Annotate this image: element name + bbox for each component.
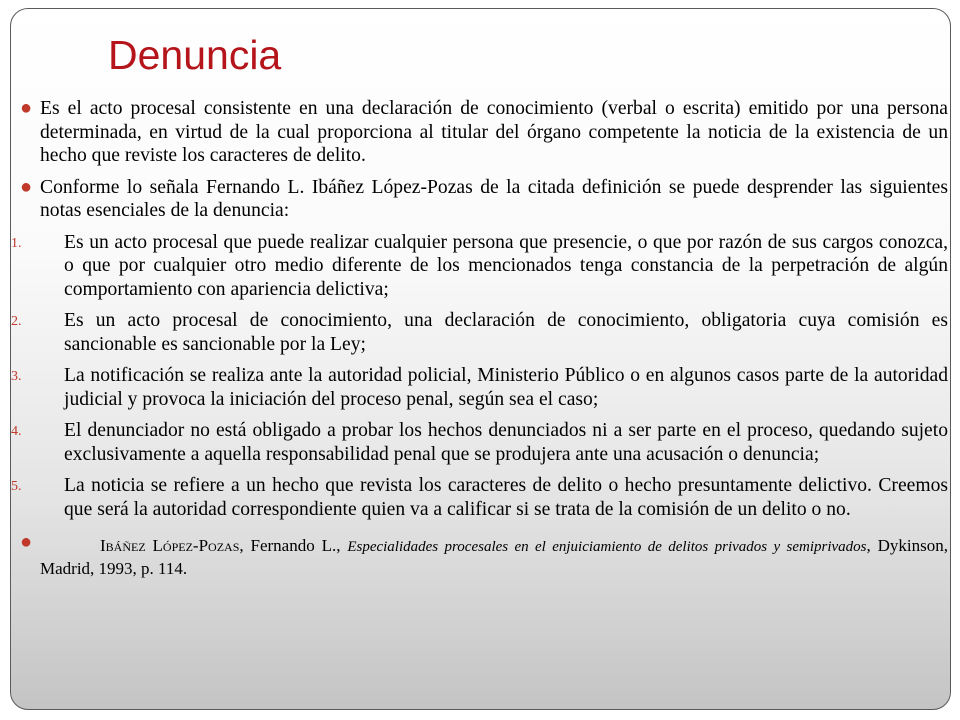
item-text: La notificación se realiza ante la autoridad policial, Ministerio Público o en algunos casos parte de la autoridad judicial y provoca la iniciación del proceso penal, según sea el caso;	[64, 365, 948, 410]
item-text: La noticia se refiere a un hecho que revista los caracteres de delito o hecho presuntamente delictivo. Creemos que será la autoridad correspondiente quien va a calificar si se trata de la comisión de un delito o no.	[64, 475, 948, 520]
footnote-book-title: Especialidades procesales en el enjuiciamiento de delitos privados y semiprivados	[347, 539, 867, 555]
slide-body	[11, 97, 951, 588]
item-number: 5.	[11, 479, 22, 494]
bullet-dot-icon: ●	[20, 175, 33, 198]
item-number: 1.	[11, 235, 22, 251]
item-text: Es un acto procesal de conocimiento, una declaración de conocimiento, obligatoria cuya comisión es sancionable es sancionable por la Ley;	[64, 310, 948, 355]
numbered-item	[11, 364, 951, 411]
numbered-item	[11, 419, 951, 466]
bullet-dot-icon: ●	[20, 97, 33, 119]
bullet-item	[11, 97, 951, 168]
item-number: 2.	[11, 314, 22, 329]
item-text: Es un acto procesal que puede realizar cualquier persona que presencie, o que por razón de sus cargos conozca, o que por cualquier otro medio diferente de los mencionados tenga constancia de la perpetración de algún comportamiento con apariencia delictiva;	[64, 231, 948, 300]
slide	[10, 8, 951, 710]
numbered-item	[11, 474, 951, 521]
footnote-author: Ibáñez López-Pozas	[100, 536, 240, 555]
numbered-item	[11, 231, 951, 302]
footnote-given-name: , Fernando L.,	[239, 536, 348, 555]
item-number: 4.	[11, 424, 22, 439]
bullet-item	[11, 176, 951, 223]
numbered-item	[11, 309, 951, 356]
item-text: El denunciador no está obligado a probar los hechos denunciados ni a ser parte en el proceso, quedando sujeto exclusivamente a aquella responsabilidad penal que se produjera ante una acusación o denuncia;	[64, 420, 948, 465]
footnote	[11, 529, 951, 580]
slide-title: Denuncia	[108, 32, 282, 78]
bullet-dot-icon: ●	[20, 531, 33, 553]
footnote-publisher: , Dykinson, Madrid, 1993, p. 114.	[40, 536, 949, 578]
item-number: 3.	[11, 369, 22, 384]
bullet-text: Conforme lo señala Fernando L. Ibáñez López-Pozas de la citada definición se puede desprender las siguientes notas esenciales de la denuncia:	[40, 176, 948, 221]
bullet-text: Es el acto procesal consistente en una declaración de conocimiento (verbal o escrita) emitido por una persona determinada, en virtud de la cual proporciona al titular del órgano competente la noticia de la existencia de un hecho que reviste los caracteres de delito.	[40, 98, 948, 166]
